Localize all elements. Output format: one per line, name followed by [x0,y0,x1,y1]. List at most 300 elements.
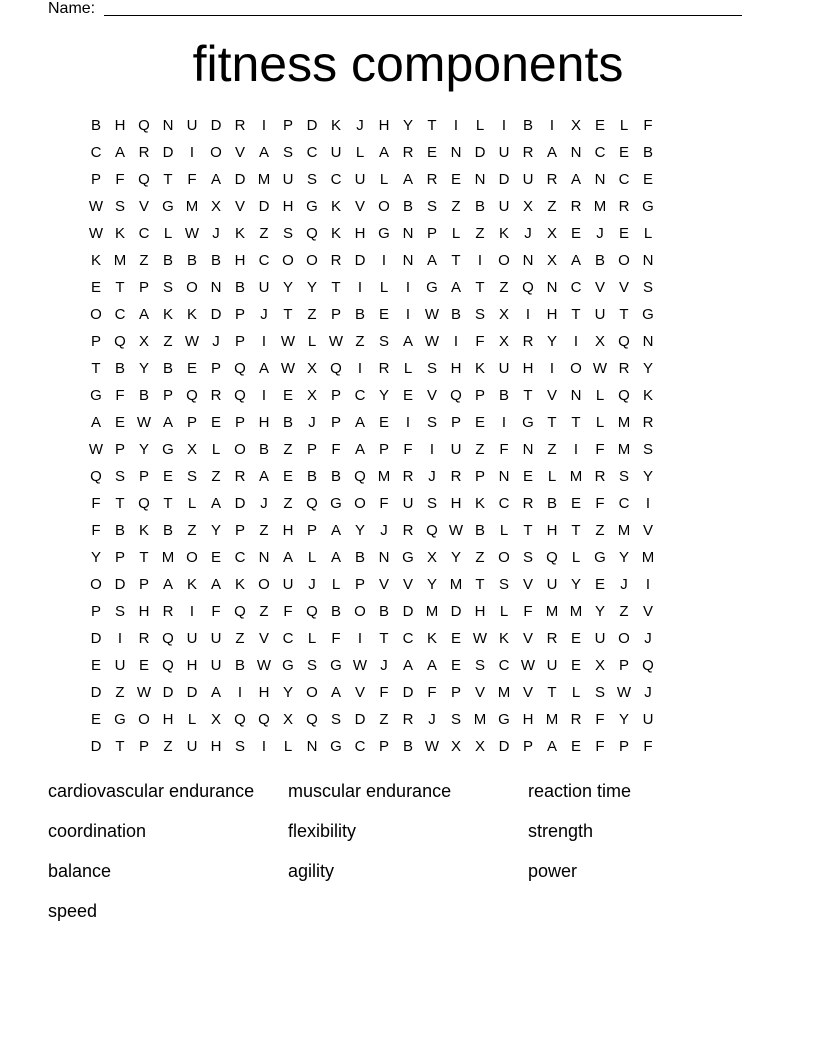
grid-letter: T [571,522,581,539]
grid-letter: E [282,387,293,404]
grid-letter: F [595,738,605,755]
grid-letter: W [616,684,632,701]
grid-letter: S [618,468,629,485]
grid-letter: D [90,738,102,755]
grid-letter: J [644,684,652,701]
grid-letter: T [91,360,101,377]
grid-letter: W [472,630,488,647]
grid-letter: P [138,468,149,485]
grid-letter: Z [211,468,221,485]
grid-letter: R [642,414,654,431]
grid-letter: L [499,603,509,620]
grid-letter: E [186,360,197,377]
grid-letter: X [594,333,605,350]
grid-letter: B [330,468,341,485]
grid-letter: G [330,738,342,755]
grid-letter: N [522,252,534,269]
grid-row [84,166,732,193]
grid-letter: Q [306,225,318,242]
grid-letter: M [617,441,631,458]
grid-letter: D [234,495,246,512]
grid-letter: Z [283,441,293,458]
grid-letter: L [547,468,557,485]
grid-letter: U [186,117,198,134]
grid-letter: T [283,306,293,323]
grid-letter: A [546,144,557,161]
grid-letter: V [354,198,365,215]
grid-letter: C [498,657,510,674]
grid-letter: K [330,225,341,242]
grid-letter: C [498,495,510,512]
grid-letter: R [138,630,150,647]
grid-letter: V [642,603,653,620]
grid-letter: P [138,279,149,296]
grid-letter: O [618,630,630,647]
grid-letter: E [618,144,629,161]
grid-letter: B [450,306,461,323]
grid-letter: C [354,738,366,755]
grid-letter: K [162,306,173,323]
grid-letter: U [642,711,654,728]
grid-letter: F [523,603,533,620]
grid-letter: E [138,657,149,674]
grid-letter: Z [235,630,245,647]
grid-letter: P [114,549,125,566]
grid-letter: I [453,333,459,350]
grid-letter: B [234,657,245,674]
grid-letter: Q [642,657,654,674]
grid-letter: Q [162,657,174,674]
grid-letter: U [114,657,126,674]
grid-letter: Z [163,333,173,350]
grid-letter: O [90,576,102,593]
grid-letter: N [570,144,582,161]
grid-letter: I [237,684,243,701]
grid-letter: A [450,279,461,296]
grid-letter: A [258,468,269,485]
grid-letter: F [331,630,341,647]
grid-letter: I [525,306,531,323]
grid-letter: U [522,171,534,188]
grid-letter: M [569,603,583,620]
grid-letter: E [90,279,101,296]
grid-letter: X [498,333,509,350]
grid-letter: U [594,630,606,647]
grid-letter: F [91,522,101,539]
grid-letter: D [114,576,126,593]
grid-letter: O [90,306,102,323]
word-list-item: cardiovascular endurance [48,781,255,801]
grid-letter: R [546,630,558,647]
puzzle-title: fitness components [192,36,624,92]
grid-letter: S [162,279,173,296]
grid-letter: M [545,711,559,728]
grid-letter: U [186,630,198,647]
grid-letter: E [282,468,293,485]
grid-letter: U [546,576,558,593]
grid-letter: P [378,738,389,755]
grid-letter: X [306,360,317,377]
grid-letter: S [474,306,485,323]
grid-letter: L [619,117,629,134]
grid-letter: J [428,468,436,485]
grid-row [84,625,732,652]
grid-letter: X [498,306,509,323]
grid-letter: L [163,225,173,242]
grid-row [84,706,732,733]
grid-letter: Q [90,468,102,485]
grid-letter: O [378,198,390,215]
grid-letter: Y [210,522,221,539]
grid-letter: V [138,198,149,215]
grid-letter: B [378,603,389,620]
grid-letter: C [402,630,414,647]
grid-row [84,382,732,409]
grid-letter: Q [114,333,126,350]
grid-letter: F [379,684,389,701]
grid-letter: T [163,171,173,188]
grid-row [84,328,732,355]
grid-letter: I [261,117,267,134]
grid-letter: Q [186,387,198,404]
grid-letter: V [258,630,269,647]
grid-letter: E [570,630,581,647]
grid-letter: T [115,495,125,512]
grid-letter: V [546,387,557,404]
grid-letter: K [330,198,341,215]
grid-letter: J [260,495,268,512]
grid-letter: A [426,252,437,269]
grid-letter: V [378,576,389,593]
grid-letter: T [475,279,485,296]
grid-letter: D [162,144,174,161]
grid-letter: H [450,495,462,512]
grid-letter: L [331,576,341,593]
grid-letter: S [186,468,197,485]
grid-letter: N [306,738,318,755]
grid-letter: R [378,360,390,377]
grid-letter: Y [570,576,581,593]
grid-letter: V [426,387,437,404]
grid-letter: V [522,684,533,701]
grid-letter: S [114,603,125,620]
grid-letter: W [256,657,272,674]
grid-letter: L [379,279,389,296]
grid-letter: J [260,306,268,323]
grid-letter: G [426,279,438,296]
grid-letter: Q [138,171,150,188]
grid-letter: A [354,414,365,431]
grid-letter: J [596,225,604,242]
grid-letter: X [522,198,533,215]
grid-letter: I [501,117,507,134]
word-list-item: balance [48,861,112,881]
grid-letter: O [498,252,510,269]
grid-letter: F [283,603,293,620]
grid-letter: E [450,171,461,188]
grid-letter: W [184,225,200,242]
grid-letter: O [282,252,294,269]
grid-letter: R [570,198,582,215]
grid-letter: B [546,495,557,512]
grid-letter: P [378,441,389,458]
grid-letter: Y [594,603,605,620]
grid-letter: C [594,144,606,161]
grid-letter: S [282,144,293,161]
grid-letter: L [187,495,197,512]
grid-letter: N [258,549,270,566]
grid-letter: H [522,360,534,377]
grid-letter: S [426,198,437,215]
grid-letter: A [570,171,581,188]
grid-letter: I [573,333,579,350]
grid-letter: B [162,252,173,269]
grid-letter: Y [306,279,317,296]
grid-letter: A [330,549,341,566]
grid-letter: Z [115,684,125,701]
grid-letter: D [474,144,486,161]
grid-letter: L [379,171,389,188]
grid-letter: Y [138,360,149,377]
grid-letter: T [523,387,533,404]
grid-letter: Q [234,387,246,404]
grid-letter: K [498,225,509,242]
grid-letter: P [162,387,173,404]
grid-letter: H [378,117,390,134]
grid-row [84,247,732,274]
grid-letter: G [498,711,510,728]
grid-letter: A [210,684,221,701]
grid-letter: D [186,684,198,701]
grid-letter: K [138,522,149,539]
grid-letter: M [617,522,631,539]
grid-letter: P [618,657,629,674]
grid-letter: U [402,495,414,512]
grid-letter: G [378,225,390,242]
grid-letter: X [426,549,437,566]
grid-letter: E [450,657,461,674]
grid-letter: P [234,522,245,539]
grid-letter: B [186,252,197,269]
grid-letter: W [184,333,200,350]
grid-letter: E [402,387,413,404]
grid-letter: L [595,387,605,404]
grid-letter: K [474,360,485,377]
grid-letter: B [114,522,125,539]
grid-letter: D [306,117,318,134]
grid-letter: A [378,144,389,161]
grid-letter: O [186,549,198,566]
grid-letter: P [114,441,125,458]
grid-letter: R [522,144,534,161]
grid-letter: N [378,549,390,566]
grid-letter: G [282,657,294,674]
grid-letter: B [402,198,413,215]
grid-letter: Y [90,549,101,566]
grid-letter: A [354,441,365,458]
grid-letter: A [210,576,221,593]
grid-letter: M [545,603,559,620]
grid-letter: H [138,603,150,620]
grid-letter: U [282,171,294,188]
grid-letter: A [162,576,173,593]
grid-letter: O [618,252,630,269]
grid-letter: U [186,738,198,755]
grid-letter: Q [138,495,150,512]
grid-letter: T [163,495,173,512]
grid-letter: H [258,414,270,431]
grid-letter: I [645,576,651,593]
grid-letter: O [498,549,510,566]
grid-letter: A [402,171,413,188]
grid-letter: G [522,414,534,431]
grid-letter: M [185,198,199,215]
grid-letter: D [234,171,246,188]
grid-letter: B [642,144,653,161]
grid-letter: S [426,360,437,377]
grid-letter: L [307,549,317,566]
grid-letter: P [186,414,197,431]
grid-letter: G [162,441,174,458]
grid-letter: F [187,171,197,188]
grid-letter: D [90,630,102,647]
grid-letter: F [331,441,341,458]
grid-letter: P [474,387,485,404]
grid-letter: M [425,603,439,620]
grid-letter: G [330,495,342,512]
grid-letter: Z [475,225,485,242]
grid-row [84,436,732,463]
grid-letter: P [330,306,341,323]
grid-letter: F [643,738,653,755]
grid-letter: I [189,603,195,620]
grid-letter: O [306,252,318,269]
grid-letter: E [594,117,605,134]
grid-row [84,598,732,625]
grid-letter: D [450,603,462,620]
grid-letter: I [549,117,555,134]
grid-row [84,544,732,571]
grid-letter: G [642,198,654,215]
grid-letter: P [90,333,101,350]
grid-letter: P [474,468,485,485]
grid-letter: I [261,738,267,755]
grid-letter: E [570,495,581,512]
grid-letter: R [210,387,222,404]
grid-letter: E [210,414,221,431]
grid-letter: N [642,333,654,350]
grid-letter: U [210,630,222,647]
grid-letter: S [426,414,437,431]
grid-letter: W [88,441,104,458]
grid-letter: A [138,306,149,323]
grid-letter: V [474,684,485,701]
word-list-item: strength [528,821,594,841]
grid-letter: Q [138,117,150,134]
grid-letter: U [210,657,222,674]
grid-letter: F [499,441,509,458]
grid-letter: S [306,171,317,188]
grid-row [84,274,732,301]
grid-letter: P [138,738,149,755]
name-line [48,0,742,18]
grid-letter: N [594,171,606,188]
grid-letter: Y [282,279,293,296]
grid-letter: Z [259,225,269,242]
grid-letter: N [570,387,582,404]
grid-letter: G [594,549,606,566]
grid-letter: W [88,225,104,242]
grid-letter: T [571,306,581,323]
grid-letter: B [594,252,605,269]
grid-letter: I [189,144,195,161]
grid-letter: C [330,171,342,188]
grid-letter: Q [234,711,246,728]
letter-grid [84,112,732,760]
grid-letter: W [328,333,344,350]
grid-letter: H [210,738,222,755]
grid-letter: F [115,387,125,404]
grid-letter: E [642,171,653,188]
grid-letter: F [595,495,605,512]
grid-letter: C [282,630,294,647]
grid-letter: B [498,387,509,404]
grid-letter: W [424,306,440,323]
grid-letter: D [354,711,366,728]
grid-letter: V [402,576,413,593]
grid-letter: P [234,333,245,350]
grid-letter: S [474,657,485,674]
grid-letter: Z [379,711,389,728]
grid-letter: Q [306,603,318,620]
grid-letter: B [522,117,533,134]
grid-letter: H [546,306,558,323]
grid-letter: K [186,576,197,593]
grid-letter: Q [450,387,462,404]
grid-letter: K [186,306,197,323]
grid-letter: R [402,711,414,728]
grid-letter: Q [258,711,270,728]
grid-letter: S [114,198,125,215]
grid-letter: O [570,360,582,377]
grid-letter: X [210,198,221,215]
grid-letter: L [283,738,293,755]
grid-letter: R [234,468,246,485]
grid-letter: Q [426,522,438,539]
grid-letter: A [258,360,269,377]
grid-letter: L [307,630,317,647]
grid-letter: C [258,252,270,269]
grid-letter: O [234,441,246,458]
grid-letter: X [210,711,221,728]
grid-letter: L [643,225,653,242]
grid-letter: T [547,684,557,701]
grid-row [84,193,732,220]
grid-letter: I [429,441,435,458]
grid-letter: Q [546,549,558,566]
grid-row [84,463,732,490]
grid-letter: B [162,522,173,539]
grid-letter: R [234,117,246,134]
word-list-item: muscular endurance [288,781,452,801]
grid-letter: L [403,360,413,377]
grid-letter: R [402,144,414,161]
grid-letter: U [498,198,510,215]
grid-letter: N [402,225,414,242]
grid-letter: S [306,657,317,674]
grid-letter: A [114,144,125,161]
grid-letter: M [497,684,511,701]
